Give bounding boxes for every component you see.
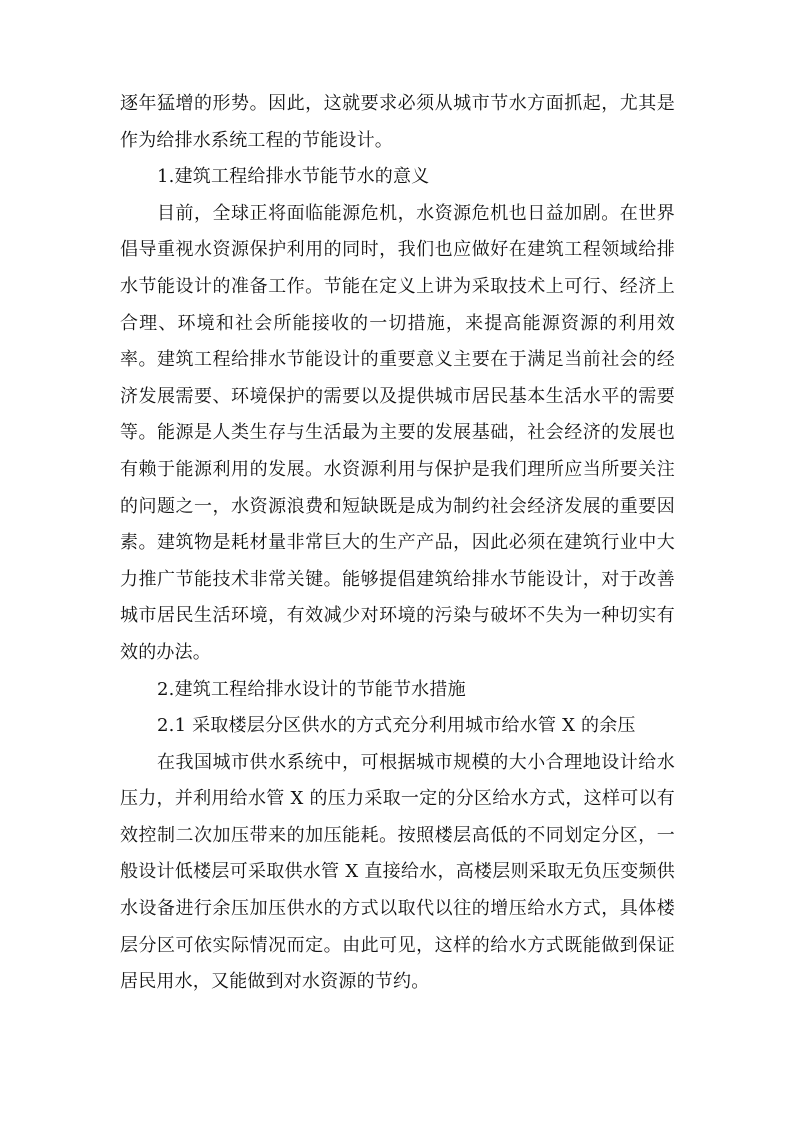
paragraph-significance: 目前，全球正将面临能源危机，水资源危机也日益加剧。在世界倡导重视水资源保护利用的同时，我们也应做好在建筑工程领域给排水节能设计的准备工作。节能在定义上讲为采取技术上可行、经济上合理、环境和社会所能接收的一切措施，来提高能源资源的利用效率。建筑工程给排水节能设计的重要意义主要在于满足当前社会的经济发展需要、环境保护的需要以及提供城市居民基本生活水平的需要等。能源是人类生存与生活最为主要的发展基础，社会经济的发展也有赖于能源利用的发展。水资源利用与保护是我们理所应当所要关注的问题之一，水资源浪费和短缺既是成为制约社会经济发展的重要因素。建筑物是耗材量非常巨大的生产产品，因此必须在建筑行业中大力推广节能技术非常关键。能够提倡建筑给排水节能设计，对于改善城市居民生活环境，有效减少对环境的污染与破坏不失为一种切实有效的办法。 [120,202,675,663]
section-heading-1: 1.建筑工程给排水节能节水的意义 [157,166,430,188]
subsection-heading-2-1: 2.1 采取楼层分区供水的方式充分利用城市给水管 X 的余压 [157,715,636,737]
paragraph-zoned-water-supply: 在我国城市供水系统中，可根据城市规模的大小合理地设计给水压力，并利用给水管 X 的压力采取一定的分区给水方式，这样可以有效控制二次加压带来的加压能耗。按照楼层高低的不同划定分区，一般设计低楼层可采取供水管 X 直接给水，高楼层则采取无负压变频供水设备进行余压加压供水的方式以取代以往的增压给水方式，具体楼层分区可依实际情况而定。由此可见，这样的给水方式既能做到保证居民用水，又能做到对水资源的节约。 [120,751,675,993]
paragraph-intro-continuation: 逐年猛增的形势。因此，这就要求必须从城市节水方面抓起，尤其是作为给排水系统工程的节能设计。 [120,93,675,151]
document-body [120,86,675,1001]
section-heading-2: 2.建筑工程给排水设计的节能节水措施 [157,678,466,700]
